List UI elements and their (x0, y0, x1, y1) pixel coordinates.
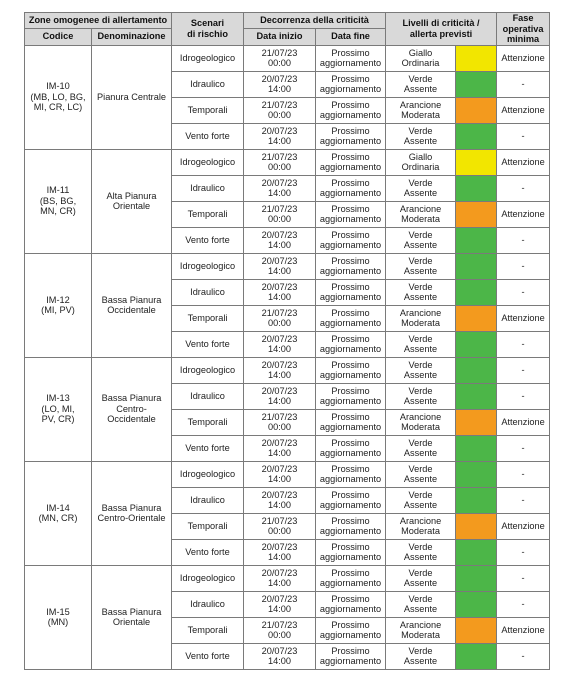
operational-phase: - (497, 591, 550, 617)
risk-scenario: Idraulico (172, 487, 244, 513)
end-date: Prossimo aggiornamento (316, 461, 386, 487)
risk-scenario: Temporali (172, 409, 244, 435)
level-label: Arancione Moderata (386, 201, 456, 227)
end-date: Prossimo aggiornamento (316, 201, 386, 227)
table-row (25, 253, 550, 279)
operational-phase: - (497, 71, 550, 97)
risk-scenario: Idrogeologico (172, 45, 244, 71)
zone-code: IM-15 (MN) (25, 565, 92, 669)
end-date: Prossimo aggiornamento (316, 175, 386, 201)
start-date: 20/07/23 14:00 (244, 539, 316, 565)
operational-phase: - (497, 227, 550, 253)
zone-code: IM-14 (MN, CR) (25, 461, 92, 565)
level-color-swatch (456, 357, 497, 383)
header-code: Codice (25, 28, 92, 45)
table-row (25, 565, 550, 591)
level-color-swatch (456, 487, 497, 513)
level-color-swatch (456, 149, 497, 175)
start-date: 21/07/23 00:00 (244, 97, 316, 123)
operational-phase: Attenzione (497, 97, 550, 123)
level-color-swatch (456, 513, 497, 539)
start-date: 20/07/23 14:00 (244, 71, 316, 97)
level-color-swatch (456, 591, 497, 617)
level-color-swatch (456, 279, 497, 305)
risk-scenario: Temporali (172, 513, 244, 539)
level-label: Verde Assente (386, 331, 456, 357)
risk-scenario: Temporali (172, 617, 244, 643)
operational-phase: Attenzione (497, 201, 550, 227)
operational-phase: - (497, 435, 550, 461)
level-label: Verde Assente (386, 383, 456, 409)
header-scenarios: Scenari di rischio (172, 13, 244, 46)
zone-name: Alta Pianura Orientale (92, 149, 172, 253)
end-date: Prossimo aggiornamento (316, 487, 386, 513)
level-label: Verde Assente (386, 487, 456, 513)
level-color-swatch (456, 617, 497, 643)
operational-phase: Attenzione (497, 305, 550, 331)
level-label: Giallo Ordinaria (386, 45, 456, 71)
start-date: 20/07/23 14:00 (244, 565, 316, 591)
header-levels: Livelli di criticità / allerta previsti (386, 13, 497, 46)
start-date: 20/07/23 14:00 (244, 331, 316, 357)
end-date: Prossimo aggiornamento (316, 45, 386, 71)
operational-phase: - (497, 123, 550, 149)
table-row (25, 45, 550, 71)
zone-name: Bassa Pianura Orientale (92, 565, 172, 669)
risk-scenario: Temporali (172, 201, 244, 227)
level-label: Verde Assente (386, 461, 456, 487)
level-label: Arancione Moderata (386, 617, 456, 643)
end-date: Prossimo aggiornamento (316, 435, 386, 461)
level-color-swatch (456, 331, 497, 357)
end-date: Prossimo aggiornamento (316, 565, 386, 591)
end-date: Prossimo aggiornamento (316, 331, 386, 357)
operational-phase: Attenzione (497, 45, 550, 71)
table-row (25, 357, 550, 383)
end-date: Prossimo aggiornamento (316, 123, 386, 149)
level-label: Arancione Moderata (386, 513, 456, 539)
level-color-swatch (456, 253, 497, 279)
operational-phase: - (497, 565, 550, 591)
start-date: 20/07/23 14:00 (244, 123, 316, 149)
level-label: Verde Assente (386, 643, 456, 669)
level-color-swatch (456, 123, 497, 149)
end-date: Prossimo aggiornamento (316, 617, 386, 643)
level-label: Giallo Ordinaria (386, 149, 456, 175)
start-date: 21/07/23 00:00 (244, 45, 316, 71)
risk-scenario: Vento forte (172, 435, 244, 461)
risk-scenario: Idraulico (172, 279, 244, 305)
table-body (25, 45, 550, 669)
risk-scenario: Temporali (172, 305, 244, 331)
end-date: Prossimo aggiornamento (316, 253, 386, 279)
header-end: Data fine (316, 28, 386, 45)
start-date: 21/07/23 00:00 (244, 617, 316, 643)
risk-scenario: Idraulico (172, 383, 244, 409)
end-date: Prossimo aggiornamento (316, 539, 386, 565)
header-start: Data inizio (244, 28, 316, 45)
table-row (25, 149, 550, 175)
table-header (25, 13, 550, 46)
level-color-swatch (456, 435, 497, 461)
operational-phase: Attenzione (497, 513, 550, 539)
end-date: Prossimo aggiornamento (316, 71, 386, 97)
risk-scenario: Vento forte (172, 643, 244, 669)
level-label: Verde Assente (386, 357, 456, 383)
risk-scenario: Vento forte (172, 227, 244, 253)
start-date: 20/07/23 14:00 (244, 487, 316, 513)
risk-scenario: Idraulico (172, 71, 244, 97)
level-color-swatch (456, 305, 497, 331)
start-date: 20/07/23 14:00 (244, 253, 316, 279)
risk-scenario: Vento forte (172, 123, 244, 149)
alert-table (24, 12, 550, 670)
level-color-swatch (456, 643, 497, 669)
zone-name: Bassa Pianura Occidentale (92, 253, 172, 357)
start-date: 20/07/23 14:00 (244, 591, 316, 617)
risk-scenario: Temporali (172, 97, 244, 123)
start-date: 21/07/23 00:00 (244, 201, 316, 227)
risk-scenario: Idrogeologico (172, 461, 244, 487)
operational-phase: - (497, 383, 550, 409)
level-color-swatch (456, 71, 497, 97)
level-label: Verde Assente (386, 591, 456, 617)
end-date: Prossimo aggiornamento (316, 149, 386, 175)
operational-phase: - (497, 357, 550, 383)
operational-phase: - (497, 539, 550, 565)
level-color-swatch (456, 97, 497, 123)
level-label: Verde Assente (386, 435, 456, 461)
level-color-swatch (456, 461, 497, 487)
start-date: 21/07/23 00:00 (244, 149, 316, 175)
risk-scenario: Idrogeologico (172, 253, 244, 279)
risk-scenario: Idrogeologico (172, 149, 244, 175)
level-color-swatch (456, 539, 497, 565)
risk-scenario: Idrogeologico (172, 565, 244, 591)
zone-code: IM-13 (LO, MI, PV, CR) (25, 357, 92, 461)
header-zones-group: Zone omogenee di allertamento (25, 13, 172, 29)
risk-scenario: Vento forte (172, 539, 244, 565)
start-date: 21/07/23 00:00 (244, 409, 316, 435)
level-color-swatch (456, 409, 497, 435)
level-color-swatch (456, 45, 497, 71)
end-date: Prossimo aggiornamento (316, 227, 386, 253)
level-label: Verde Assente (386, 71, 456, 97)
operational-phase: - (497, 461, 550, 487)
header-name: Denominazione (92, 28, 172, 45)
level-color-swatch (456, 383, 497, 409)
operational-phase: - (497, 279, 550, 305)
end-date: Prossimo aggiornamento (316, 383, 386, 409)
end-date: Prossimo aggiornamento (316, 305, 386, 331)
end-date: Prossimo aggiornamento (316, 643, 386, 669)
zone-code: IM-12 (MI, PV) (25, 253, 92, 357)
start-date: 21/07/23 00:00 (244, 305, 316, 331)
start-date: 20/07/23 14:00 (244, 227, 316, 253)
risk-scenario: Idraulico (172, 591, 244, 617)
level-label: Arancione Moderata (386, 305, 456, 331)
level-label: Verde Assente (386, 175, 456, 201)
operational-phase: - (497, 487, 550, 513)
operational-phase: - (497, 253, 550, 279)
end-date: Prossimo aggiornamento (316, 97, 386, 123)
risk-scenario: Idrogeologico (172, 357, 244, 383)
zone-name: Bassa Pianura Centro-Orientale (92, 461, 172, 565)
zone-code: IM-10 (MB, LO, BG, MI, CR, LC) (25, 45, 92, 149)
header-phase: Fase operativa minima (497, 13, 550, 46)
level-color-swatch (456, 201, 497, 227)
level-label: Verde Assente (386, 227, 456, 253)
level-label: Verde Assente (386, 539, 456, 565)
level-label: Arancione Moderata (386, 409, 456, 435)
zone-name: Pianura Centrale (92, 45, 172, 149)
level-color-swatch (456, 227, 497, 253)
zone-name: Bassa Pianura Centro- Occidentale (92, 357, 172, 461)
operational-phase: - (497, 175, 550, 201)
end-date: Prossimo aggiornamento (316, 513, 386, 539)
start-date: 20/07/23 14:00 (244, 435, 316, 461)
end-date: Prossimo aggiornamento (316, 279, 386, 305)
level-label: Verde Assente (386, 565, 456, 591)
operational-phase: - (497, 643, 550, 669)
level-color-swatch (456, 175, 497, 201)
zone-code: IM-11 (BS, BG, MN, CR) (25, 149, 92, 253)
start-date: 21/07/23 00:00 (244, 513, 316, 539)
level-label: Arancione Moderata (386, 97, 456, 123)
start-date: 20/07/23 14:00 (244, 175, 316, 201)
table-row (25, 461, 550, 487)
level-color-swatch (456, 565, 497, 591)
end-date: Prossimo aggiornamento (316, 591, 386, 617)
end-date: Prossimo aggiornamento (316, 409, 386, 435)
start-date: 20/07/23 14:00 (244, 383, 316, 409)
start-date: 20/07/23 14:00 (244, 461, 316, 487)
end-date: Prossimo aggiornamento (316, 357, 386, 383)
operational-phase: - (497, 331, 550, 357)
operational-phase: Attenzione (497, 149, 550, 175)
level-label: Verde Assente (386, 123, 456, 149)
start-date: 20/07/23 14:00 (244, 279, 316, 305)
operational-phase: Attenzione (497, 409, 550, 435)
start-date: 20/07/23 14:00 (244, 357, 316, 383)
level-label: Verde Assente (386, 279, 456, 305)
level-label: Verde Assente (386, 253, 456, 279)
operational-phase: Attenzione (497, 617, 550, 643)
risk-scenario: Idraulico (172, 175, 244, 201)
header-validity-group: Decorrenza della criticità (244, 13, 386, 29)
risk-scenario: Vento forte (172, 331, 244, 357)
start-date: 20/07/23 14:00 (244, 643, 316, 669)
